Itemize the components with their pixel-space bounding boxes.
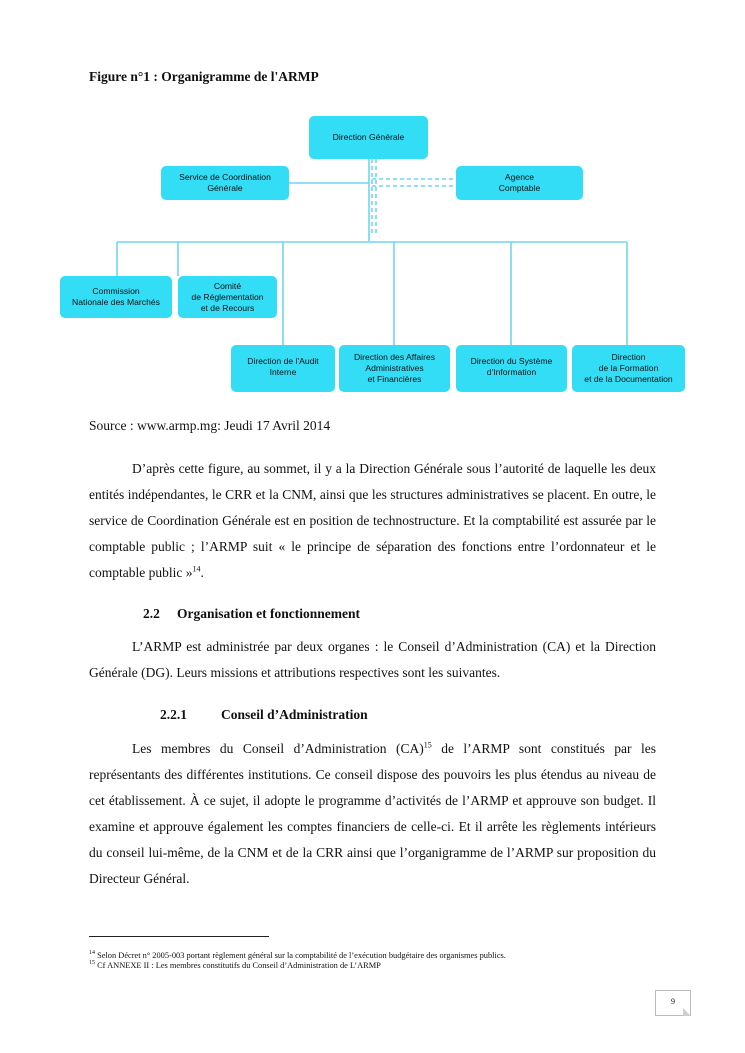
svg-text:Direction Générale: Direction Générale [332,132,405,142]
svg-text:et Financières: et Financières [367,374,422,384]
paragraph-organisation: L’ARMP est administrée par deux organes : le Conseil d’Administration (CA) et la Direction Générale (DG). Leurs missions et attributions respectives sont les suivantes. [89,639,656,680]
svg-text:Comptable: Comptable [498,183,541,193]
footnote-14: $^{14}$ Selon Décret n° 2005-003 portant règlement général sur la comptabilité de l’exécution budgétaire des organismes publics. [89,950,506,960]
figure-source: Source : www.armp.mg: Jeudi 17 Avril 2014 [89,418,331,433]
org-box-commission-nationale [60,276,172,318]
figure-title: Figure n°1 : Organigramme de l'ARMP [89,69,319,84]
footnotes [89,951,506,971]
svg-text:Interne: Interne [269,367,297,377]
org-box-service-coordination [161,166,289,200]
org-chart [0,0,745,400]
org-box-direction-systeme [456,345,567,392]
svg-text:d'Information: d'Information [486,367,537,377]
org-box-direction-audit [231,345,335,392]
svg-text:Direction du Système: Direction du Système [470,356,553,366]
section-heading-2-2-1: 2.2.1 Conseil d’Administration [160,707,368,722]
paragraph-figure-analysis: D’après cette figure, au sommet, il y a la Direction Générale sous l’autorité de laquelle les deux entités indépendantes, le CRR et la CNM, ainsi que les structures administratives se placent. En outre, le service de Coordination Générale est en position de technostructure. Et la comptabilité est assurée par le comptable public ; l’ARMP suit « le principe de séparation des fonctions entre l’ordonnateur et le comptable public »$^{14}$. [89,461,656,580]
section-heading-2-2: 2.2 Organisation et fonctionnement [143,606,360,621]
svg-text:de Réglementation: de Réglementation [191,292,264,302]
svg-text:Agence: Agence [504,172,535,182]
org-box-comite-reglementation [178,276,277,318]
svg-text:et de la Documentation: et de la Documentation [584,374,673,384]
svg-text:Direction des Affaires: Direction des Affaires [353,352,436,362]
svg-text:Service de Coordination: Service de Coordination [179,172,271,182]
svg-text:Direction: Direction [611,352,646,362]
svg-text:et de Recours: et de Recours [200,303,255,313]
svg-text:Administratives: Administratives [365,363,424,373]
footnote-ref-14[interactable]: 14 [192,564,201,574]
org-box-direction-affaires [339,345,450,392]
footnote-15: $^{15}$ Cf ANNEXE II : Les membres constitutifs du Conseil d’Administration de L’ARMP [89,960,381,970]
svg-text:Nationale des Marchés: Nationale des Marchés [72,297,160,307]
svg-text:Direction de l'Audit: Direction de l'Audit [247,356,319,366]
svg-text:Commission: Commission [92,286,140,296]
svg-text:Générale: Générale [207,183,243,193]
org-box-agence-comptable [456,166,583,200]
page-number: 9 [655,990,691,1016]
org-box-direction-formation [572,345,685,392]
svg-text:de la Formation: de la Formation [598,363,659,373]
svg-text:Comité: Comité [213,281,242,291]
paragraph-conseil: Les membres du Conseil d’Administration (CA)$^{15}$ de l’ARMP sont constitués par les représentants des différentes institutions. Ce conseil dispose des pouvoirs les plus étendus au niveau de cet établissement. À ce sujet, il adopte le programme d’activités de l’ARMP et approuve son budget. Il examine et approuve également les comptes financiers de celle-ci. Et il arrête les règlements intérieurs du conseil lui-même, de la CNM et de la CRR ainsi que l’organigramme de l’ARMP sur proposition du Directeur Général. [89,740,657,886]
connector-ac-dashed [372,159,456,236]
org-box-direction-generale [309,116,428,159]
footnote-ref-15[interactable]: 15 [423,740,432,750]
footnote-separator [89,936,269,937]
